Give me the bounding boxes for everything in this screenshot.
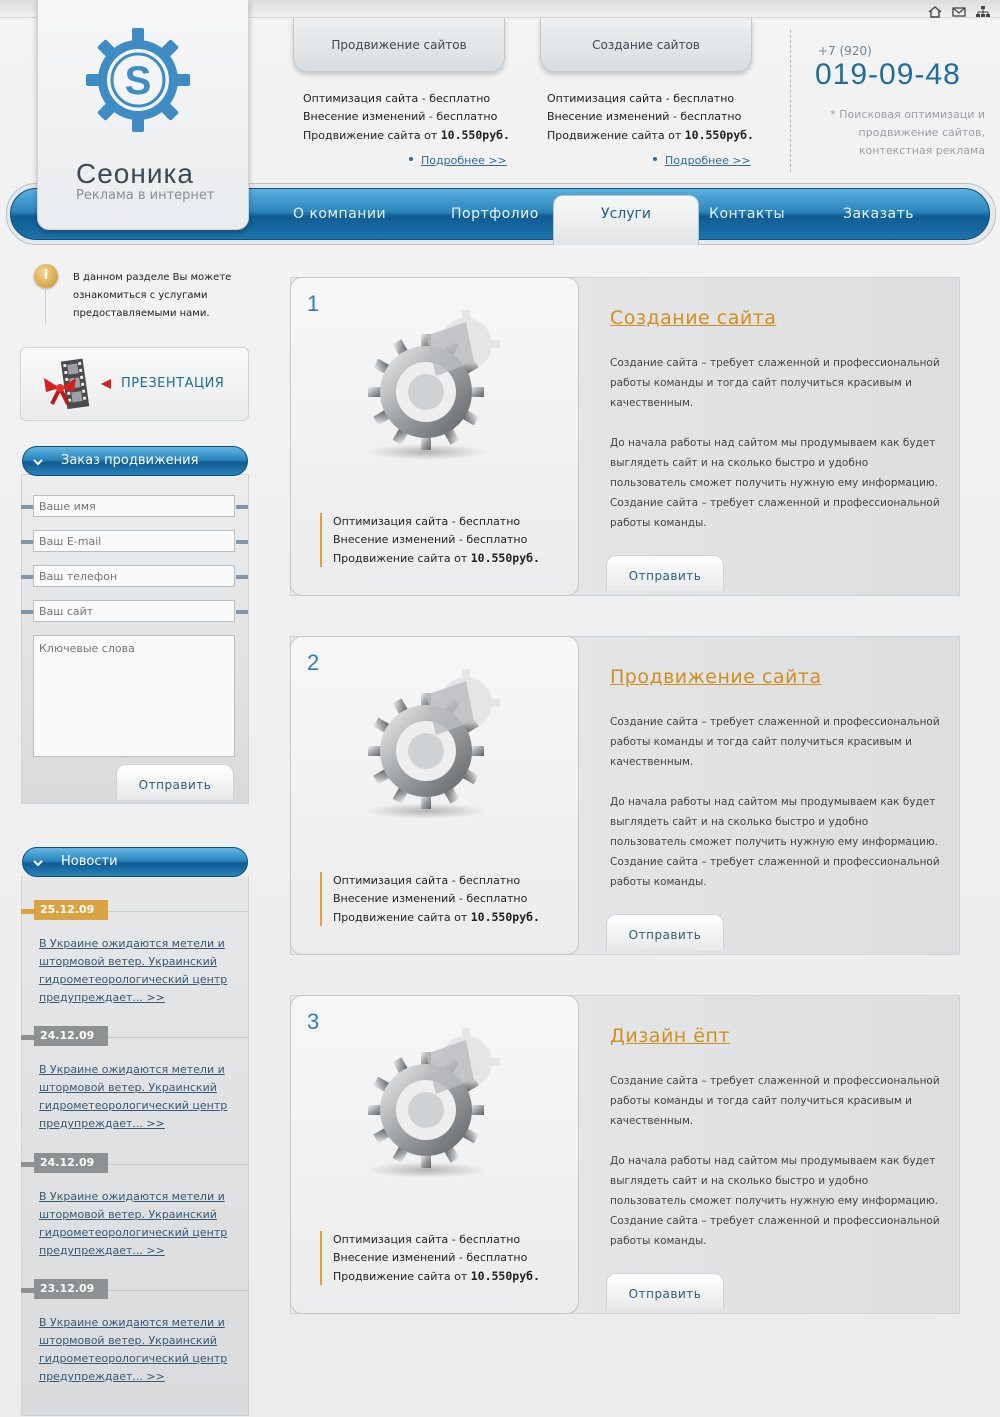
card-description: До начала работы над сайтом мы продумываем как будет выглядеть сайт и на сколько быстро и удобно пользователь сможет получить нужную ему информацию. Создание сайта – требует слаженной и профессиональной работы команды. <box>610 796 940 888</box>
news-link[interactable]: В Украине ожидаются метели и штормовой ветер. Украинский гидрометеорологический центр предупреждает... >> <box>39 1190 228 1257</box>
order-submit-button[interactable]: Отправить <box>116 764 234 800</box>
card-title[interactable]: Дизайн ёпт <box>610 1025 730 1047</box>
service-line: Внесение изменений - бесплатно <box>303 110 498 123</box>
order-widget-header: Заказ продвижения <box>22 446 248 476</box>
ribbon-bow-icon <box>40 368 80 408</box>
service-line: Продвижение сайта от <box>303 129 441 142</box>
service-line: Оптимизация сайта - бесплатно <box>303 92 491 105</box>
card-description: До начала работы над сайтом мы продумываем как будет выглядеть сайт и на сколько быстро и удобно пользователь сможет получить нужную ему информацию. Создание сайта – требует слаженной и профессиональной работы команды. <box>610 437 940 529</box>
card-features <box>333 1231 540 1286</box>
nav-item-contacts[interactable]: Контакты <box>709 206 786 222</box>
more-link[interactable]: Подробнее >> <box>665 154 751 167</box>
card-submit-button[interactable]: Отправить <box>606 555 724 591</box>
home-icon[interactable] <box>928 3 942 15</box>
arrow-icon <box>101 379 111 389</box>
gear-icon <box>356 1020 506 1180</box>
service-price: 10.550руб. <box>684 128 754 142</box>
card-features <box>333 513 540 568</box>
news-date-marker <box>21 1288 34 1293</box>
field-marker <box>21 575 33 579</box>
presentation-label[interactable]: ПРЕЗЕНТАЦИЯ <box>121 376 225 391</box>
news-date: 25.12.09 <box>34 900 108 920</box>
info-icon: i <box>34 264 58 288</box>
service-list-promotion <box>303 90 510 145</box>
news-date: 24.12.09 <box>34 1153 108 1173</box>
logo-title: Сеоника <box>76 158 194 189</box>
card-title[interactable]: Создание сайта <box>610 307 777 329</box>
info-text: В данном разделе Вы можете ознакомиться с услугами предоставляемыми нами. <box>73 272 232 319</box>
mail-icon[interactable] <box>952 3 966 15</box>
phone-note: * Поисковая оптимизаци и продвижение сайтов, контекстная реклама <box>830 108 985 157</box>
card-features <box>333 872 540 927</box>
card-price: 10.550руб. <box>470 1269 540 1283</box>
card-feature: Внесение изменений - бесплатно <box>333 1251 528 1264</box>
bullet-icon <box>653 157 657 161</box>
field-marker <box>236 505 248 509</box>
card-feature: Продвижение сайта от <box>333 911 471 924</box>
service-price: 10.550руб. <box>440 128 510 142</box>
card-feature: Продвижение сайта от <box>333 1270 471 1283</box>
phone-number: 019-09-48 <box>815 58 961 91</box>
service-line: Внесение изменений - бесплатно <box>547 110 742 123</box>
card-number: 2 <box>307 650 320 675</box>
field-marker <box>236 540 248 544</box>
news-date-marker <box>21 1162 34 1167</box>
site-field[interactable] <box>33 600 235 622</box>
service-list-creation <box>547 90 754 145</box>
service-tab-promotion[interactable]: Продвижение сайтов <box>293 18 505 72</box>
chevron-down-icon <box>32 456 44 468</box>
email-field[interactable] <box>33 530 235 552</box>
service-line: Оптимизация сайта - бесплатно <box>547 92 735 105</box>
svg-text:S: S <box>124 59 152 103</box>
card-description: До начала работы над сайтом мы продумываем как будет выглядеть сайт и на сколько быстро и удобно пользователь сможет получить нужную ему информацию. Создание сайта – требует слаженной и профессиональной работы команды. <box>610 1155 940 1247</box>
card-feature: Внесение изменений - бесплатно <box>333 892 528 905</box>
card-feature: Оптимизация сайта - бесплатно <box>333 874 521 887</box>
news-link[interactable]: В Украине ожидаются метели и штормовой ветер. Украинский гидрометеорологический центр предупреждает... >> <box>39 937 228 1004</box>
logo-card[interactable] <box>37 0 249 230</box>
phone-code: +7 (920) <box>818 44 872 58</box>
chevron-down-icon <box>32 857 44 869</box>
card-title[interactable]: Продвижение сайта <box>610 666 822 688</box>
field-marker <box>21 505 33 509</box>
name-field[interactable] <box>33 495 235 517</box>
card-number: 3 <box>307 1009 320 1034</box>
divider <box>790 30 791 172</box>
news-widget-header: Новости <box>22 847 248 877</box>
service-line: Продвижение сайта от <box>547 129 685 142</box>
card-description: Создание сайта – требует слаженной и профессиональной работы команды и тогда сайт получиться красивым и качественным. <box>610 716 940 768</box>
gear-icon <box>356 661 506 821</box>
bullet-icon <box>409 157 413 161</box>
field-marker <box>21 610 33 614</box>
news-link[interactable]: В Украине ожидаются метели и штормовой ветер. Украинский гидрометеорологический центр предупреждает... >> <box>39 1316 228 1383</box>
card-number: 1 <box>307 291 320 316</box>
phone-field[interactable] <box>33 565 235 587</box>
card-price: 10.550руб. <box>470 551 540 565</box>
card-feature: Внесение изменений - бесплатно <box>333 533 528 546</box>
field-marker <box>236 575 248 579</box>
card-list-marker <box>320 872 322 926</box>
card-submit-button[interactable]: Отправить <box>606 914 724 950</box>
logo-subtitle: Реклама в интернет <box>76 188 215 203</box>
field-marker <box>236 610 248 614</box>
nav-item-portfolio[interactable]: Портфолио <box>451 206 539 222</box>
card-list-marker <box>320 1231 322 1285</box>
news-date-marker <box>21 909 34 914</box>
nav-item-about[interactable]: О компании <box>293 206 387 222</box>
nav-item-order[interactable]: Заказать <box>843 206 915 222</box>
card-price: 10.550руб. <box>470 910 540 924</box>
card-feature: Продвижение сайта от <box>333 552 471 565</box>
top-icons <box>928 3 990 15</box>
sitemap-icon[interactable] <box>976 3 990 15</box>
gear-icon <box>356 302 506 462</box>
more-link[interactable]: Подробнее >> <box>421 154 507 167</box>
divider <box>45 290 46 324</box>
card-list-marker <box>320 513 322 567</box>
card-description: Создание сайта – требует слаженной и профессиональной работы команды и тогда сайт получиться красивым и качественным. <box>610 357 940 409</box>
service-tab-creation[interactable]: Создание сайтов <box>540 18 752 72</box>
field-marker <box>21 540 33 544</box>
logo-gear-icon <box>86 28 190 132</box>
news-date: 24.12.09 <box>34 1026 108 1046</box>
card-feature: Оптимизация сайта - бесплатно <box>333 1233 521 1246</box>
news-date-marker <box>21 1035 34 1040</box>
card-description: Создание сайта – требует слаженной и профессиональной работы команды и тогда сайт получиться красивым и качественным. <box>610 1075 940 1127</box>
nav-item-services[interactable]: Услуги <box>601 206 651 222</box>
keywords-field[interactable] <box>33 635 235 757</box>
news-date: 23.12.09 <box>34 1279 108 1299</box>
news-link[interactable]: В Украине ожидаются метели и штормовой ветер. Украинский гидрометеорологический центр предупреждает... >> <box>39 1063 228 1130</box>
card-submit-button[interactable]: Отправить <box>606 1273 724 1309</box>
card-feature: Оптимизация сайта - бесплатно <box>333 515 521 528</box>
